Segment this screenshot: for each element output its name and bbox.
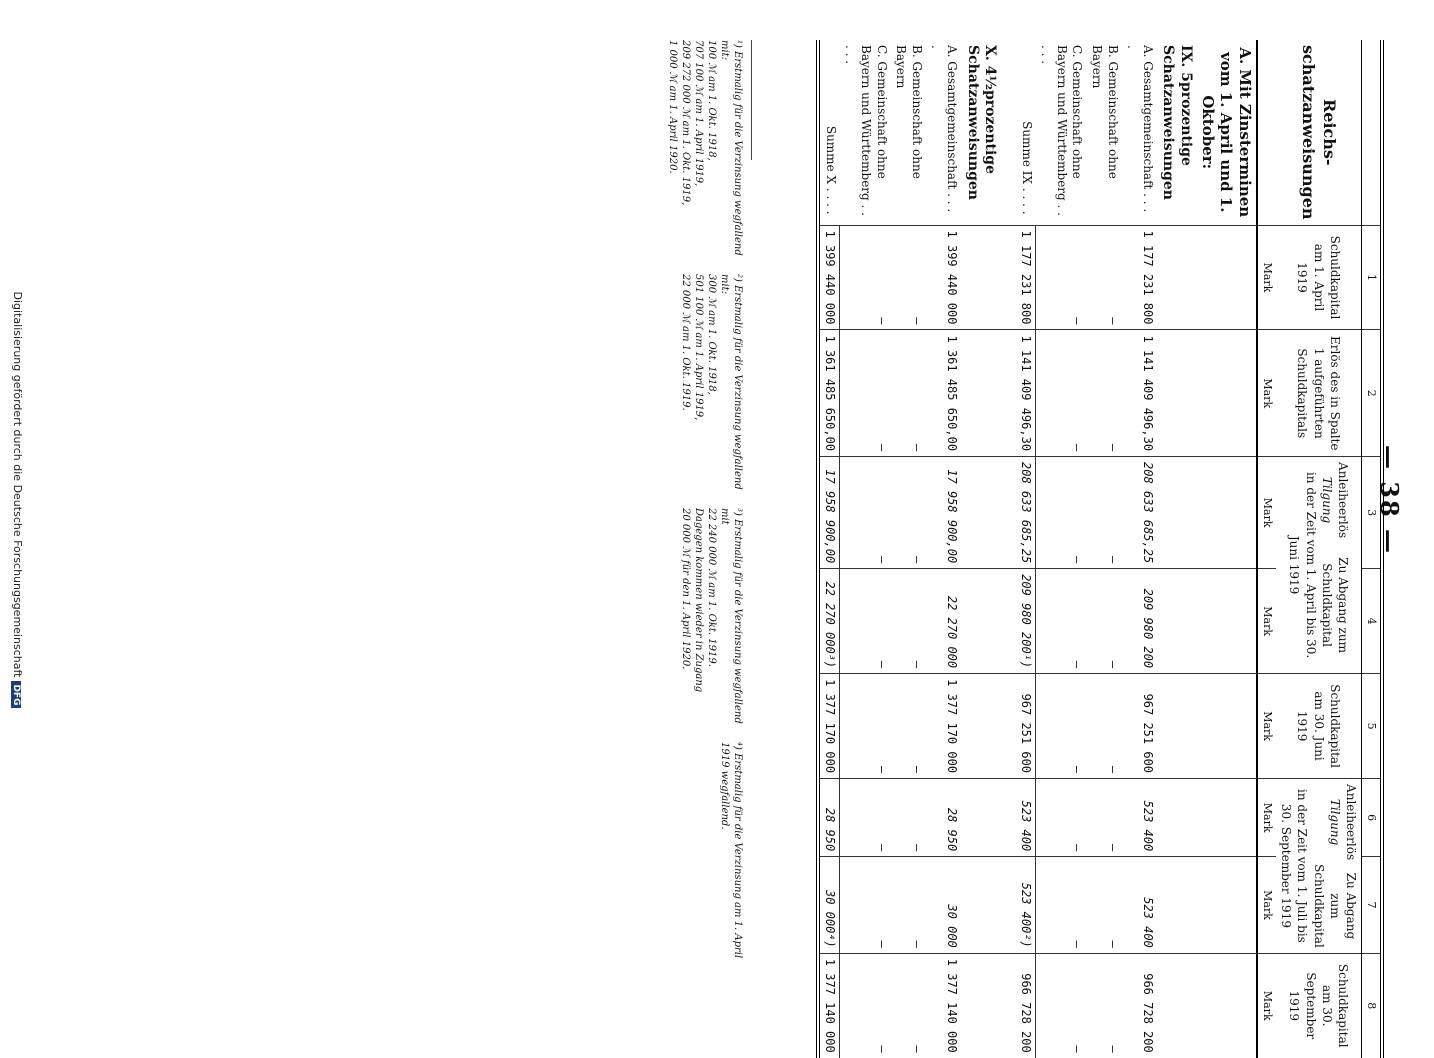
x-b-c5: — <box>891 674 926 779</box>
x-sum-c5: 1 377 170 000 <box>818 674 840 779</box>
ix-c-c6: — <box>1036 779 1087 857</box>
section-a-heading: A. Mit Zinsterminen vom 1. April und 1. Oktober: <box>1198 47 1255 218</box>
x-c-c2: — <box>840 330 891 457</box>
unit-3: Mark <box>1257 457 1276 569</box>
x-sum-c6: 28 950 <box>818 779 840 857</box>
footnote-1-line: ¹) Erstmalig für die Verzinsung wegfallend mit: <box>719 40 743 256</box>
table-row <box>1086 40 1121 1058</box>
x-a-c8: 1 377 140 000 <box>926 953 961 1057</box>
col-number-8: 8 <box>1362 953 1383 1057</box>
table-bottom-rule <box>813 40 818 1058</box>
footnote-4 <box>666 742 744 960</box>
x-b-label: B. Gemeinschaft ohne Bayern <box>894 45 924 179</box>
ix-sum-label: Summe IX . . . . <box>1019 121 1034 215</box>
footnote-3-line: ³) Erstmalig für die Verzinsung wegfallend mit <box>719 508 743 724</box>
x-c-c7: — <box>840 857 891 954</box>
footnote-1 <box>666 40 744 258</box>
x-sum-c1: 1 399 440 000 <box>818 225 840 330</box>
ix-c-c4: — <box>1036 569 1087 674</box>
sum-row <box>818 40 840 1058</box>
stub-number <box>1362 40 1383 225</box>
q2-tilgung: Tilgung <box>1319 476 1334 524</box>
q3-zugang: Zu Abgang zum Schuldkapital <box>1311 864 1358 948</box>
ix-sum-c4: 209 980 200¹) <box>1016 569 1036 674</box>
footnote-3-line: Dagegen kommen wieder in Zugang <box>693 508 704 693</box>
ix-c-c1: — <box>1036 225 1087 330</box>
ix-a-c5: 967 251 600 <box>1122 674 1157 779</box>
ix-b-c2: — <box>1086 330 1121 457</box>
x-sum-label: Summe X . . . . <box>823 125 838 215</box>
ix-b-label: B. Gemeinschaft ohne Bayern <box>1090 45 1120 179</box>
col2-header: Erlös des in Spalte 1 aufgeführten Schuldkapitals <box>1276 330 1361 457</box>
x-a-label: A. Gesamtgemeinschaft . . . . <box>929 45 960 213</box>
ix-b-c8: — <box>1086 953 1121 1057</box>
sum-row <box>1016 40 1036 1058</box>
x-sum-c3: 17 958 900,00 <box>818 457 840 569</box>
ix-c-c2: — <box>1036 330 1087 457</box>
x-sum-c2: 1 361 485 650,00 <box>818 330 840 457</box>
q3-tilgung: Tilgung <box>1327 798 1342 846</box>
q2-anleiheerloes <box>1319 462 1351 538</box>
ix-b-c3: — <box>1086 457 1121 569</box>
col-number-3: 3 <box>1362 457 1383 569</box>
footnote-1-line: 707 100 ℳ am 1. April 1919, <box>693 40 704 187</box>
footnote-2-line: 501 100 ℳ am 1. April 1919, <box>693 274 704 421</box>
footnote-2-line: 300 ℳ am 1. Okt. 1918, <box>706 274 717 395</box>
unit-6: Mark <box>1257 779 1276 857</box>
unit-4: Mark <box>1257 569 1276 674</box>
unit-1: Mark <box>1257 225 1276 330</box>
digitization-credit <box>11 0 24 1000</box>
footnote-1-line: 209 272 000 ℳ am 1. Okt. 1919, <box>680 40 691 206</box>
x-c-c1: — <box>840 225 891 330</box>
section-ix-row <box>1157 40 1196 1058</box>
x-sum-c7: 30 000⁴) <box>818 857 840 954</box>
section-ix-heading: IX. 5prozentige Schatzanweisungen <box>1160 45 1194 200</box>
col-number-2: 2 <box>1362 330 1383 457</box>
footnote-1-line: 1 000 ℳ am 1. April 1920. <box>667 40 678 174</box>
footnote-2-line: 22 000 ℳ am 1. Okt. 1919. <box>680 274 691 411</box>
debt-table <box>813 40 1384 1058</box>
ix-a-c7: 523 400 <box>1122 857 1157 954</box>
unit-2: Mark <box>1257 330 1276 457</box>
ix-c-c5: — <box>1036 674 1087 779</box>
unit-8: Mark <box>1257 953 1276 1057</box>
x-c-c5: — <box>840 674 891 779</box>
col8-header: Schuldkapital am 30. September 1919 <box>1276 953 1361 1057</box>
ix-c-c3: — <box>1036 457 1087 569</box>
ix-c-c8: — <box>1036 953 1087 1057</box>
ix-sum-c7: 523 400²) <box>1016 857 1036 954</box>
footnote-4-line: ⁴) Erstmalig für die Verzinsung am 1. April 1919 wegfallend. <box>719 742 743 959</box>
x-a-c7: 30 000 <box>926 857 961 954</box>
ix-c-c7: — <box>1036 857 1087 954</box>
col-number-1: 1 <box>1362 225 1383 330</box>
col-number-5: 5 <box>1362 674 1383 779</box>
ix-a-c6: 523 400 <box>1122 779 1157 857</box>
table-row <box>1122 40 1157 1058</box>
footnote-3-line: 22 240 000 ℳ am 1. Okt. 1919. <box>706 508 717 667</box>
footnote-rule <box>751 40 752 160</box>
x-b-c4: — <box>891 569 926 674</box>
q2-header <box>1276 457 1361 674</box>
ix-a-label: A. Gesamtgemeinschaft . . . . <box>1125 45 1155 213</box>
ix-sum-c1: 1 177 231 800 <box>1016 225 1036 330</box>
table-row <box>926 40 961 1058</box>
x-b-c3: — <box>891 457 926 569</box>
unit-5: Mark <box>1257 674 1276 779</box>
x-sum-c8: 1 377 140 000 <box>818 953 840 1057</box>
q3-period: in der Zeit vom 1. Juli bis 30. September 1919 <box>1279 789 1310 943</box>
ix-a-c3: 208 633 685,25 <box>1122 457 1157 569</box>
dfg-logo-icon: DFG <box>11 681 21 708</box>
col-number-6: 6 <box>1362 779 1383 857</box>
section-a-row <box>1196 40 1257 1058</box>
q2-subheads <box>1319 462 1351 668</box>
x-c-label: C. Gemeinschaft ohne Bayern und Württemberg . . . . . <box>843 45 889 216</box>
page-number: — 38 — <box>1375 444 1404 556</box>
x-a-c5: 1 377 170 000 <box>926 674 961 779</box>
ix-sum-c8: 966 728 200 <box>1016 953 1036 1057</box>
ix-a-c2: 1 141 409 496,30 <box>1122 330 1157 457</box>
x-a-c6: 28 950 <box>926 779 961 857</box>
x-b-c8: — <box>891 953 926 1057</box>
x-a-c1: 1 399 440 000 <box>926 225 961 330</box>
section-x-heading: X. 4½prozentige Schatzanweisungen <box>964 45 999 200</box>
table-row <box>1036 40 1087 1058</box>
x-c-c8: — <box>840 953 891 1057</box>
ix-sum-c5: 967 251 600 <box>1016 674 1036 779</box>
table-row <box>840 40 891 1058</box>
ix-b-c5: — <box>1086 674 1121 779</box>
x-b-c6: — <box>891 779 926 857</box>
q3-subheads <box>1310 784 1359 948</box>
col-number-7: 7 <box>1362 857 1383 954</box>
x-c-c3: — <box>840 457 891 569</box>
col-number-4: 4 <box>1362 569 1383 674</box>
col5-header: Schuldkapital am 30. Juni 1919 <box>1276 674 1361 779</box>
spacer-row <box>1000 40 1016 1058</box>
ix-sum-c2: 1 141 409 496,30 <box>1016 330 1036 457</box>
stub-unit <box>1257 40 1276 225</box>
ix-a-c8: 966 728 200 <box>1122 953 1157 1057</box>
ix-sum-c6: 523 400 <box>1016 779 1036 857</box>
ix-a-c1: 1 177 231 800 <box>1122 225 1157 330</box>
stub-header: Reichs-schatzanweisungen <box>1298 45 1340 220</box>
unit-7: Mark <box>1257 857 1276 954</box>
x-b-c2: — <box>891 330 926 457</box>
column-number-row <box>1362 40 1383 1058</box>
footnotes <box>666 40 744 960</box>
footnote-1-line: 100 ℳ am 1. Okt. 1918, <box>706 40 717 161</box>
q3-anleiheerloes <box>1310 784 1359 860</box>
x-a-c3: 17 958 900,00 <box>926 457 961 569</box>
footnote-2-line: ²) Erstmalig für die Verzinsung wegfallend mit: <box>719 274 743 490</box>
unit-row <box>1257 40 1276 1058</box>
ix-b-c1: — <box>1086 225 1121 330</box>
footnote-3 <box>666 508 744 726</box>
column-header-row <box>1276 40 1361 1058</box>
col1-header: Schuldkapital am 1. April 1919 <box>1276 225 1361 330</box>
q2-period: in der Zeit vom 1. April bis 30. Juni 1919 <box>1287 471 1318 659</box>
x-sum-c4: 22 270 000³) <box>818 569 840 674</box>
ix-b-c4: — <box>1086 569 1121 674</box>
q3-anleiheerloes-text: Anleiheerlös <box>1344 784 1358 861</box>
x-c-c6: — <box>840 779 891 857</box>
ix-b-c6: — <box>1086 779 1121 857</box>
x-b-c1: — <box>891 225 926 330</box>
ix-c-label: C. Gemeinschaft ohne Bayern und Württemberg . . . . . <box>1039 45 1085 216</box>
x-c-c4: — <box>840 569 891 674</box>
footnote-3-line: 20 000 ℳ für den 1. April 1920. <box>680 508 691 670</box>
q2-anleiheerloes-text: Anleiheerlös <box>1335 462 1350 539</box>
section-x-row <box>961 40 1000 1058</box>
ix-a-c4: 209 980 200 <box>1122 569 1157 674</box>
q3-header <box>1276 779 1361 954</box>
credit-text: Digitalisierung gefördert durch die Deutsche Forschungsgemeinschaft <box>11 291 24 678</box>
x-a-c2: 1 361 485 650,00 <box>926 330 961 457</box>
x-b-c7: — <box>891 857 926 954</box>
x-a-c4: 22 270 000 <box>926 569 961 674</box>
q2-zugang: Zu Abgang zum Schuldkapital <box>1319 557 1350 653</box>
ix-sum-c3: 208 633 685,25 <box>1016 457 1036 569</box>
footnote-2 <box>666 274 744 492</box>
table-row <box>891 40 926 1058</box>
ix-b-c7: — <box>1086 857 1121 954</box>
